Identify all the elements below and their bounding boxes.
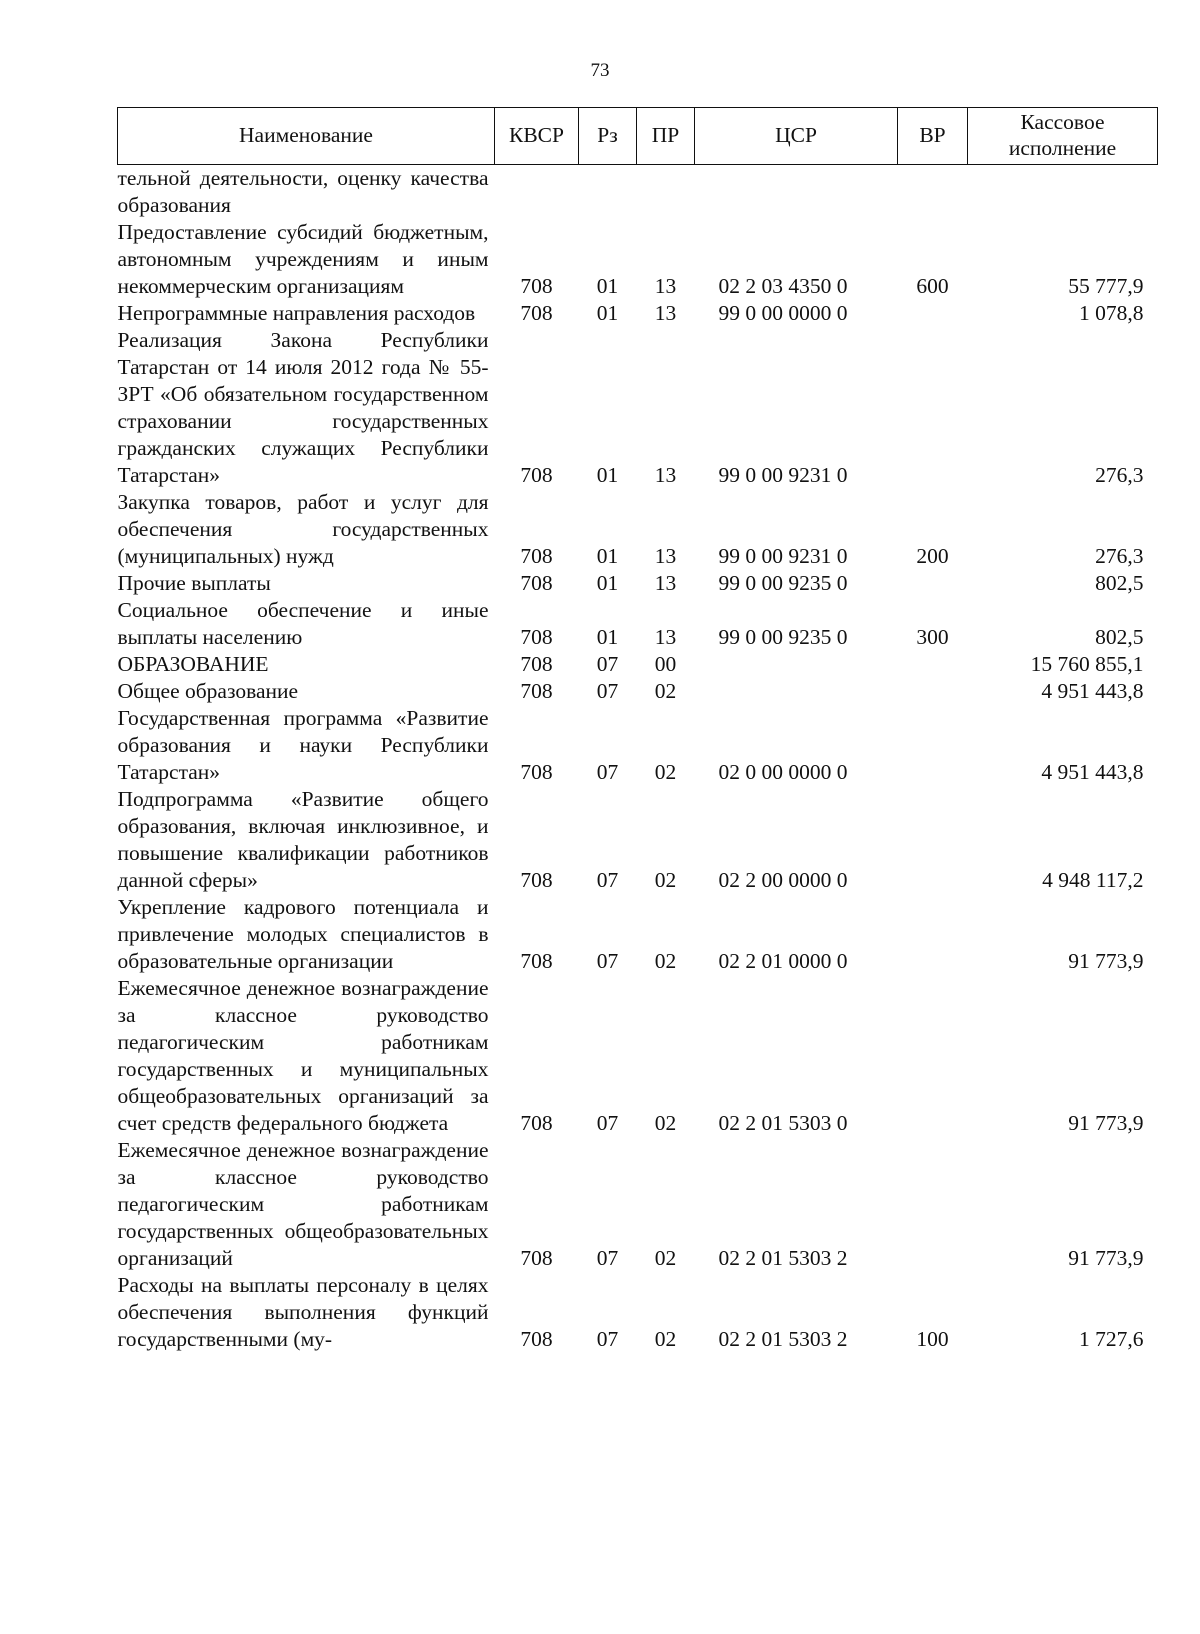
cell-vr <box>898 570 968 597</box>
budget-table <box>117 107 1158 1353</box>
cell-sum: 802,5 <box>1095 625 1144 649</box>
cell-rz <box>579 165 637 220</box>
cell-vr <box>898 975 968 1137</box>
cell-csr: 99 0 00 9231 0 <box>718 463 848 487</box>
cell-pr: 13 <box>654 463 677 487</box>
cell-kvsr: 708 <box>520 679 553 703</box>
cell-rz: 07 <box>596 1327 619 1351</box>
cell-rz: 07 <box>596 760 619 784</box>
cell-kvsr: 708 <box>520 625 553 649</box>
cell-vr <box>898 327 968 489</box>
cell-rz: 01 <box>596 571 619 595</box>
budget-document <box>117 107 1157 1353</box>
header-name: Наименование <box>118 108 495 165</box>
cell-kvsr: 708 <box>520 463 553 487</box>
table-row <box>118 678 1158 705</box>
cell-kvsr: 708 <box>520 1111 553 1135</box>
table-row <box>118 786 1158 894</box>
cell-csr: 02 2 03 4350 0 <box>718 274 848 298</box>
cell-vr <box>898 786 968 894</box>
table-row <box>118 597 1158 651</box>
cell-name: Государственная программа «Развитие образования и науки Республики Татарстан» <box>117 706 489 784</box>
cell-name: Непрограммные направления расходов <box>117 301 476 325</box>
cell-vr <box>898 1137 968 1272</box>
cell-pr: 13 <box>654 274 677 298</box>
cell-csr <box>695 165 898 220</box>
table-row <box>118 165 1158 220</box>
cell-vr: 100 <box>916 1327 949 1351</box>
cell-rz: 01 <box>596 625 619 649</box>
table-row <box>118 1137 1158 1272</box>
table-row <box>118 327 1158 489</box>
cell-pr: 02 <box>654 1111 677 1135</box>
page-number: 73 <box>590 60 610 81</box>
cell-sum: 276,3 <box>1095 463 1144 487</box>
cell-kvsr <box>495 165 579 220</box>
cell-name: Реализация Закона Республики Татарстан от 14 июля 2012 года № 55-ЗРТ «Об обязательном государственном страховании государственных гражданских служащих Республики Татарстан» <box>117 328 489 487</box>
cell-vr: 300 <box>916 625 949 649</box>
cell-kvsr: 708 <box>520 571 553 595</box>
cell-kvsr: 708 <box>520 274 553 298</box>
cell-pr: 02 <box>654 1327 677 1351</box>
cell-name: Предоставление субсидий бюджетным, автономным учреждениям и иным некоммерческим организациям <box>117 220 489 298</box>
table-row <box>118 894 1158 975</box>
header-csr: ЦСР <box>695 108 898 165</box>
table-row <box>118 975 1158 1137</box>
cell-name: Расходы на выплаты персоналу в целях обеспечения выполнения функций государственными (му- <box>117 1273 489 1351</box>
cell-vr <box>898 165 968 220</box>
cell-vr: 600 <box>916 274 949 298</box>
cell-csr <box>695 678 898 705</box>
cell-kvsr: 708 <box>520 652 553 676</box>
cell-pr: 13 <box>654 544 677 568</box>
cell-rz: 07 <box>596 652 619 676</box>
cell-sum: 1 078,8 <box>1079 301 1144 325</box>
cell-pr: 13 <box>654 301 677 325</box>
cell-sum: 802,5 <box>1095 571 1144 595</box>
cell-rz: 01 <box>596 274 619 298</box>
cell-rz: 07 <box>596 1246 619 1270</box>
cell-rz: 01 <box>596 544 619 568</box>
cell-kvsr: 708 <box>520 949 553 973</box>
cell-csr: 02 2 01 5303 2 <box>718 1246 848 1270</box>
cell-rz: 07 <box>596 1111 619 1135</box>
cell-csr: 02 2 01 0000 0 <box>718 949 848 973</box>
table-row <box>118 489 1158 570</box>
table-row <box>118 651 1158 678</box>
header-sum: Кассовое исполнение <box>968 108 1158 165</box>
cell-vr <box>898 705 968 786</box>
cell-csr <box>695 651 898 678</box>
table-body <box>118 165 1158 1354</box>
cell-pr: 02 <box>654 1246 677 1270</box>
cell-sum <box>968 165 1158 220</box>
cell-vr: 200 <box>916 544 949 568</box>
cell-sum: 4 951 443,8 <box>1041 679 1144 703</box>
cell-rz: 01 <box>596 463 619 487</box>
cell-pr: 02 <box>654 868 677 892</box>
cell-kvsr: 708 <box>520 760 553 784</box>
cell-name: тельной деятельности, оценку качества образования <box>117 166 489 217</box>
table-header <box>118 108 1158 165</box>
table-row <box>118 570 1158 597</box>
cell-kvsr: 708 <box>520 868 553 892</box>
cell-rz: 07 <box>596 679 619 703</box>
cell-csr: 99 0 00 9235 0 <box>718 625 848 649</box>
cell-pr: 00 <box>654 652 677 676</box>
cell-pr: 02 <box>654 949 677 973</box>
cell-csr: 02 2 00 0000 0 <box>718 868 848 892</box>
cell-pr: 13 <box>654 571 677 595</box>
cell-kvsr: 708 <box>520 1246 553 1270</box>
cell-sum: 276,3 <box>1095 544 1144 568</box>
cell-pr: 02 <box>654 679 677 703</box>
cell-name: Прочие выплаты <box>117 571 271 595</box>
cell-name: Подпрограмма «Развитие общего образования, включая инклюзивное, и повышение квалификации работников данной сферы» <box>117 787 489 892</box>
cell-sum: 1 727,6 <box>1079 1327 1144 1351</box>
header-rz: Рз <box>579 108 637 165</box>
header-pr: ПР <box>637 108 695 165</box>
cell-kvsr: 708 <box>520 544 553 568</box>
cell-sum: 55 777,9 <box>1068 274 1144 298</box>
cell-rz: 07 <box>596 868 619 892</box>
table-row <box>118 300 1158 327</box>
cell-kvsr: 708 <box>520 1327 553 1351</box>
cell-sum: 4 951 443,8 <box>1041 760 1144 784</box>
cell-rz: 07 <box>596 949 619 973</box>
table-row <box>118 705 1158 786</box>
cell-sum: 15 760 855,1 <box>1030 652 1144 676</box>
table-row <box>118 1272 1158 1353</box>
cell-csr: 02 2 01 5303 2 <box>718 1327 848 1351</box>
cell-sum: 4 948 117,2 <box>1042 868 1144 892</box>
cell-kvsr: 708 <box>520 301 553 325</box>
cell-name: Социальное обеспечение и иные выплаты населению <box>117 598 489 649</box>
cell-name: Укрепление кадрового потенциала и привлечение молодых специалистов в образовательные организации <box>117 895 489 973</box>
header-kvsr: КВСР <box>495 108 579 165</box>
cell-vr <box>898 651 968 678</box>
cell-name: Ежемесячное денежное вознаграждение за классное руководство педагогическим работникам государственных и муниципальных общеобразовательных организаций за счет средств федерального бюджета <box>117 976 489 1135</box>
cell-vr <box>898 300 968 327</box>
cell-name: ОБРАЗОВАНИЕ <box>117 652 269 676</box>
cell-name: Закупка товаров, работ и услуг для обеспечения государственных (муниципальных) нужд <box>117 490 489 568</box>
cell-sum: 91 773,9 <box>1068 949 1144 973</box>
table-row <box>118 219 1158 300</box>
cell-pr: 02 <box>654 760 677 784</box>
cell-name: Ежемесячное денежное вознаграждение за классное руководство педагогическим работникам государственных общеобразовательных организаций <box>117 1138 489 1270</box>
cell-name: Общее образование <box>117 679 299 703</box>
cell-pr <box>637 165 695 220</box>
cell-rz: 01 <box>596 301 619 325</box>
cell-sum: 91 773,9 <box>1068 1246 1144 1270</box>
cell-pr: 13 <box>654 625 677 649</box>
cell-csr: 99 0 00 9231 0 <box>718 544 848 568</box>
header-vr: ВР <box>898 108 968 165</box>
cell-csr: 99 0 00 0000 0 <box>718 301 848 325</box>
cell-csr: 99 0 00 9235 0 <box>718 571 848 595</box>
cell-csr: 02 0 00 0000 0 <box>718 760 848 784</box>
cell-sum: 91 773,9 <box>1068 1111 1144 1135</box>
cell-vr <box>898 894 968 975</box>
cell-csr: 02 2 01 5303 0 <box>718 1111 848 1135</box>
cell-vr <box>898 678 968 705</box>
